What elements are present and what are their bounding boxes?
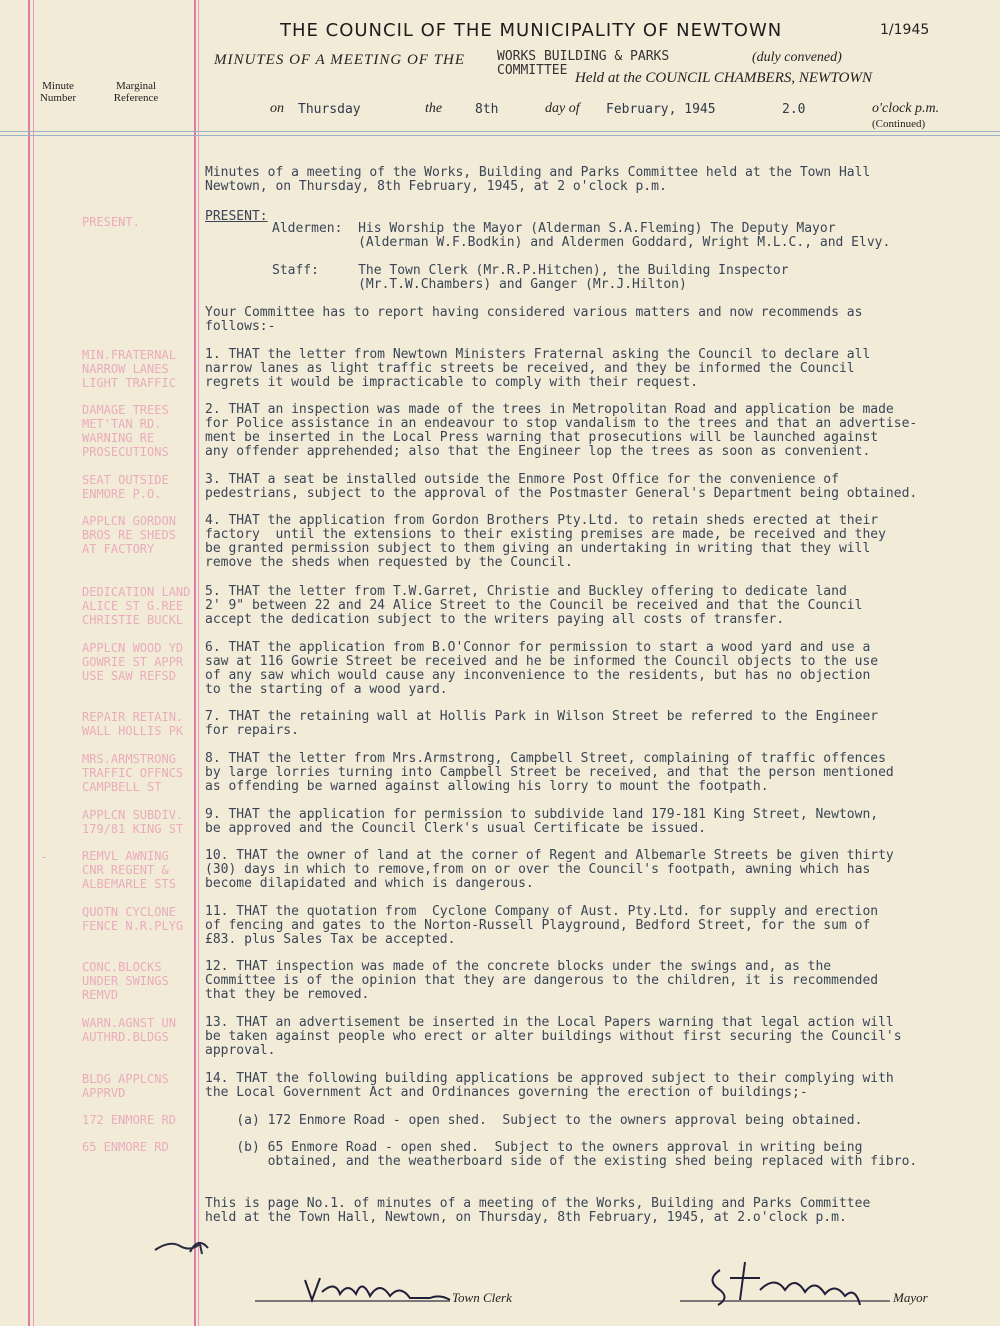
margin-note-3: SEAT OUTSIDE ENMORE P.O. bbox=[82, 473, 169, 501]
margin-rule-left bbox=[28, 0, 30, 1326]
mayor-label: Mayor bbox=[893, 1290, 928, 1305]
margin-note-7: REPAIR RETAIN. WALL HOLLIS PK bbox=[82, 710, 184, 738]
page-footer-note: This is page No.1. of minutes of a meeting of the Works, Building and Parks Committee held at the Town Hall, Newtown, on Thursday, 8th February, 1945, at 2.o'clock p.m. bbox=[205, 1196, 871, 1225]
day-of-label: day of bbox=[545, 101, 580, 116]
minute-number-label: Minute Number bbox=[39, 80, 77, 104]
mayor-signature bbox=[700, 1250, 880, 1310]
margin-note-present: PRESENT. bbox=[82, 215, 140, 229]
resolution-6: 6. THAT the application from B.O'Connor for permission to start a wood yard and use a saw at 116 Gowrie Street be received and he be informed the Council objects to the use of any saw which would cause any inconvenience to the residents, but has no objection to the starting of a wood yard. bbox=[205, 640, 879, 697]
margin-note-12: CONC.BLOCKS UNDER SWINGS REMVD bbox=[82, 960, 169, 1002]
staff-list: Staff: The Town Clerk (Mr.R.P.Hitchen), the Building Inspector (Mr.T.W.Chambers) and Ganger (Mr.J.Hilton) bbox=[272, 263, 789, 292]
the-label: the bbox=[425, 101, 443, 116]
meeting-month-year: February, 1945 bbox=[606, 102, 716, 117]
margin-note-13: WARN.AGNST UN AUTHRD.BLDGS bbox=[82, 1016, 176, 1044]
minute-book-number: 1/1945 bbox=[880, 22, 930, 38]
committee-report-intro: Your Committee has to report having considered various matters and now recommends as follows:- bbox=[205, 305, 863, 334]
header-rule-inner bbox=[0, 135, 1000, 136]
resolution-9: 9. THAT the application for permission to subdivide land 179-181 King Street, Newtown, be approved and the Council Clerk's usual Certificate be issued. bbox=[205, 807, 879, 836]
resolution-14: 14. THAT the following building applications be approved subject to their complying with the Local Government Act and Ordinances governing the erection of buildings;- bbox=[205, 1071, 894, 1100]
town-clerk-signature bbox=[300, 1270, 460, 1310]
continued-label: (Continued) bbox=[872, 118, 926, 130]
town-clerk-label: Town Clerk bbox=[452, 1290, 512, 1305]
aldermen-list: Aldermen: His Worship the Mayor (Alderman S.A.Fleming) The Deputy Mayor (Alderman W.F.Bodkin) and Aldermen Goddard, Wright M.L.C., and Elvy. bbox=[272, 221, 891, 250]
resolution-10: 10. THAT the owner of land at the corner of Regent and Albemarle Streets be given thirty (30) days in which to remove,from on or over the Council's footpath, awning which has become dilapidated and which is dangerous. bbox=[205, 848, 894, 891]
margin-note-5: DEDICATION LAND ALICE ST G.REE CHRISTIE BUCKL bbox=[82, 585, 191, 627]
margin-note-6: APPLCN WOOD YD GOWRIE ST APPR USE SAW REFSD bbox=[82, 641, 184, 683]
duly-convened: (duly convened) bbox=[752, 50, 842, 65]
present-heading: PRESENT: bbox=[205, 209, 268, 224]
header-rule bbox=[0, 131, 1000, 132]
resolution-11: 11. THAT the quotation from Cyclone Company of Aust. Pty.Ltd. for supply and erection of fencing and gates to the Norton-Russell Playground, Bedford Street, for the sum of £83. plus Sales Tax be accepted. bbox=[205, 904, 879, 947]
margin-rule-right-inner bbox=[198, 0, 199, 1326]
resolution-13: 13. THAT an advertisement be inserted in the Local Papers warning that legal action will be taken against people who erect or alter buildings without first securing the Council's approval. bbox=[205, 1015, 902, 1058]
resolution-3: 3. THAT a seat be installed outside the Enmore Post Office for the convenience of pedestrians, subject to the approval of the Postmaster General's Department being obtained. bbox=[205, 472, 918, 501]
council-title: THE COUNCIL OF THE MUNICIPALITY OF NEWTOWN bbox=[280, 20, 783, 41]
margin-note-1: MIN.FRATERNAL NARROW LANES LIGHT TRAFFIC bbox=[82, 348, 176, 390]
oclock-label: o'clock p.m. bbox=[872, 101, 940, 116]
held-at: Held at the COUNCIL CHAMBERS, NEWTOWN bbox=[575, 70, 872, 86]
minutes-line: MINUTES OF A MEETING OF THE bbox=[214, 52, 466, 68]
meeting-weekday: Thursday bbox=[298, 102, 361, 117]
intro-paragraph: Minutes of a meeting of the Works, Building and Parks Committee held at the Town Hall Newtown, on Thursday, 8th February, 1945, at 2 o'clock p.m. bbox=[205, 165, 871, 194]
margin-note-9: APPLCN SUBDIV. 179/81 KING ST bbox=[82, 808, 184, 836]
resolution-4: 4. THAT the application from Gordon Brothers Pty.Ltd. to retain sheds erected at their factory until the extensions to their existing premises are made, be received and they be granted permission subject to them giving an undertaking in writing that they will remove the sheds when requested by the Council. bbox=[205, 513, 886, 570]
resolution-1: 1. THAT the letter from Newtown Ministers Fraternal asking the Council to declare all narrow lanes as light traffic streets be received, and they be informed the Council regrets it would be impracticable to comply with their request. bbox=[205, 347, 871, 390]
marginal-reference-label: Marginal Reference bbox=[113, 80, 159, 104]
margin-rule-left-inner bbox=[33, 0, 34, 1326]
on-label: on bbox=[270, 101, 284, 116]
resolution-7: 7. THAT the retaining wall at Hollis Park in Wilson Street be referred to the Engineer for repairs. bbox=[205, 709, 879, 738]
resolution-8: 8. THAT the letter from Mrs.Armstrong, Campbell Street, complaining of traffic offences by large lorries turning into Campbell Street be received, and that the person mentioned as offending be warned against allowing his lorry to mount the footpath. bbox=[205, 751, 894, 794]
resolution-2: 2. THAT an inspection was made of the trees in Metropolitan Road and application be made for Police assistance in an endeavour to stop vandalism to the trees and that an advertise- ment be inserted in the Local Press warning that prosecutions will be launched against any offender apprehended; also that the Engineer lop the trees as soon as convenient. bbox=[205, 402, 918, 459]
resolution-12: 12. THAT inspection was made of the concrete blocks under the swings and, as the Committee is of the opinion that they are dangerous to the children, it is recommended that they be removed. bbox=[205, 959, 879, 1002]
margin-note-14a: 172 ENMORE RD bbox=[82, 1113, 176, 1127]
meeting-day: 8th bbox=[475, 102, 499, 117]
margin-note-4: APPLCN GORDON BROS RE SHEDS AT FACTORY bbox=[82, 514, 176, 556]
margin-note-14b: 65 ENMORE RD bbox=[82, 1140, 169, 1154]
margin-tick-mark: - bbox=[40, 850, 48, 864]
resolution-14b: (b) 65 Enmore Road - open shed. Subject to the owners approval in writing being obtained, and the weatherboard side of the existing shed being replaced with fibro. bbox=[236, 1140, 918, 1169]
committee-name: WORKS BUILDING & PARKS COMMITTEE bbox=[497, 49, 670, 78]
margin-note-10: REMVL AWNING CNR REGENT & ALBEMARLE STS bbox=[82, 849, 176, 891]
resolution-5: 5. THAT the letter from T.W.Garret, Christie and Buckley offering to dedicate land 2' 9" between 22 and 24 Alice Street to the Council be received and that the Council accept the dedication subject to the writers paying all costs of transfer. bbox=[205, 584, 863, 627]
margin-note-2: DAMAGE TREES MET'TAN RD. WARNING RE PROSECUTIONS bbox=[82, 403, 169, 459]
initials-mark bbox=[150, 1232, 220, 1262]
margin-note-11: QUOTN CYCLONE FENCE N.R.PLYG bbox=[82, 905, 184, 933]
resolution-14a: (a) 172 Enmore Road - open shed. Subject to the owners approval being obtained. bbox=[205, 1113, 863, 1128]
meeting-time: 2.0 bbox=[782, 102, 806, 117]
margin-note-8: MRS.ARMSTRONG TRAFFIC OFFNCS CAMPBELL ST bbox=[82, 752, 184, 794]
margin-note-14: BLDG APPLCNS APPRVD bbox=[82, 1072, 169, 1100]
